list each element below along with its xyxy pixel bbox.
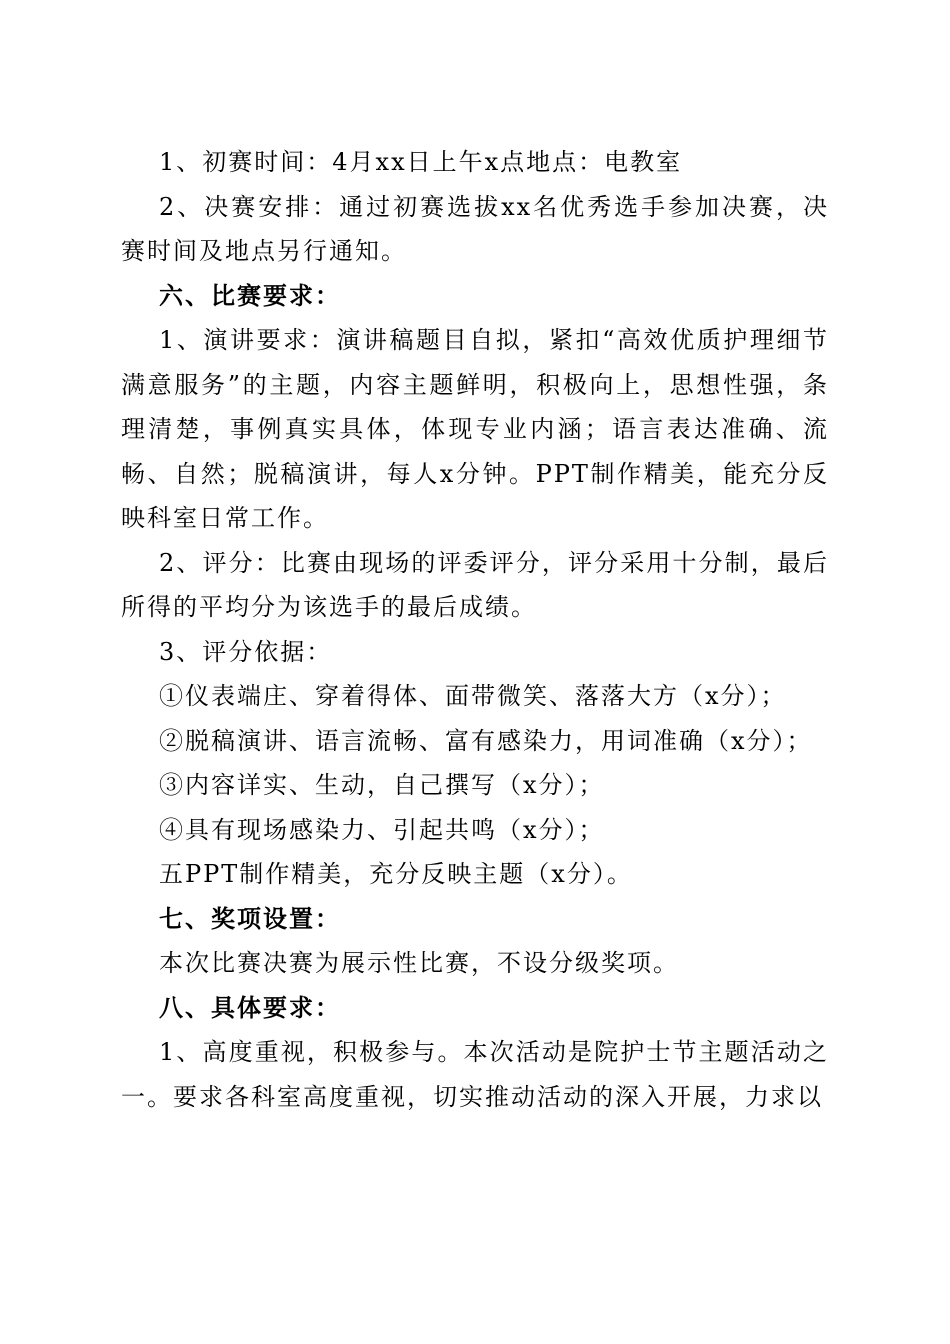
section-heading-competition-requirements: 六、比赛要求： [159, 281, 341, 310]
paragraph-awards: 本次比赛决赛为展示性比赛，不设分级奖项。 [159, 949, 679, 977]
criteria-item-appearance: ①仪表端庄、穿着得体、面带微笑、落落大方（x分）； [159, 682, 787, 710]
section-heading-specific-requirements: 八、具体要求： [159, 993, 341, 1022]
paragraph-final-arrangement: 2、决赛安排：通过初赛选拔xx名优秀选手参加决赛，决赛时间及地点另行通知。 [121, 192, 829, 265]
paragraph-attach-importance: 1、高度重视，积极参与。本次活动是院护士节主题活动之一。要求各科室高度重视，切实推动活动的深入开展，力求以 [121, 1038, 829, 1111]
criteria-item-content: ③内容详实、生动，自己撰写（x分）； [159, 771, 605, 799]
paragraph-speech-requirements: 1、演讲要求：演讲稿题目自拟，紧扣“高效优质护理细节满意服务”的主题，内容主题鲜明，积极向上，思想性强，条理清楚，事例真实具体，体现专业内涵；语言表达准确、流畅、自然；脱稿演讲，每人x分钟。PPT制作精美，能充分反映科室日常工作。 [121, 326, 829, 532]
paragraph-preliminary-time: 1、初赛时间：4月xx日上午x点地点：电教室 [159, 148, 683, 176]
paragraph-scoring-criteria-title: 3、评分依据： [159, 637, 333, 666]
paragraph-scoring: 2、评分：比赛由现场的评委评分，评分采用十分制，最后所得的平均分为该选手的最后成绩。 [121, 548, 829, 621]
section-heading-awards: 七、奖项设置： [159, 904, 341, 933]
criteria-item-fluency: ②脱稿演讲、语言流畅、富有感染力，用词准确（x分）； [159, 726, 813, 755]
criteria-item-resonance: ④具有现场感染力、引起共鸣（x分）； [159, 815, 605, 844]
criteria-item-ppt: 五PPT制作精美，充分反映主题（x分）。 [159, 860, 633, 888]
document-body [121, 140, 829, 1119]
